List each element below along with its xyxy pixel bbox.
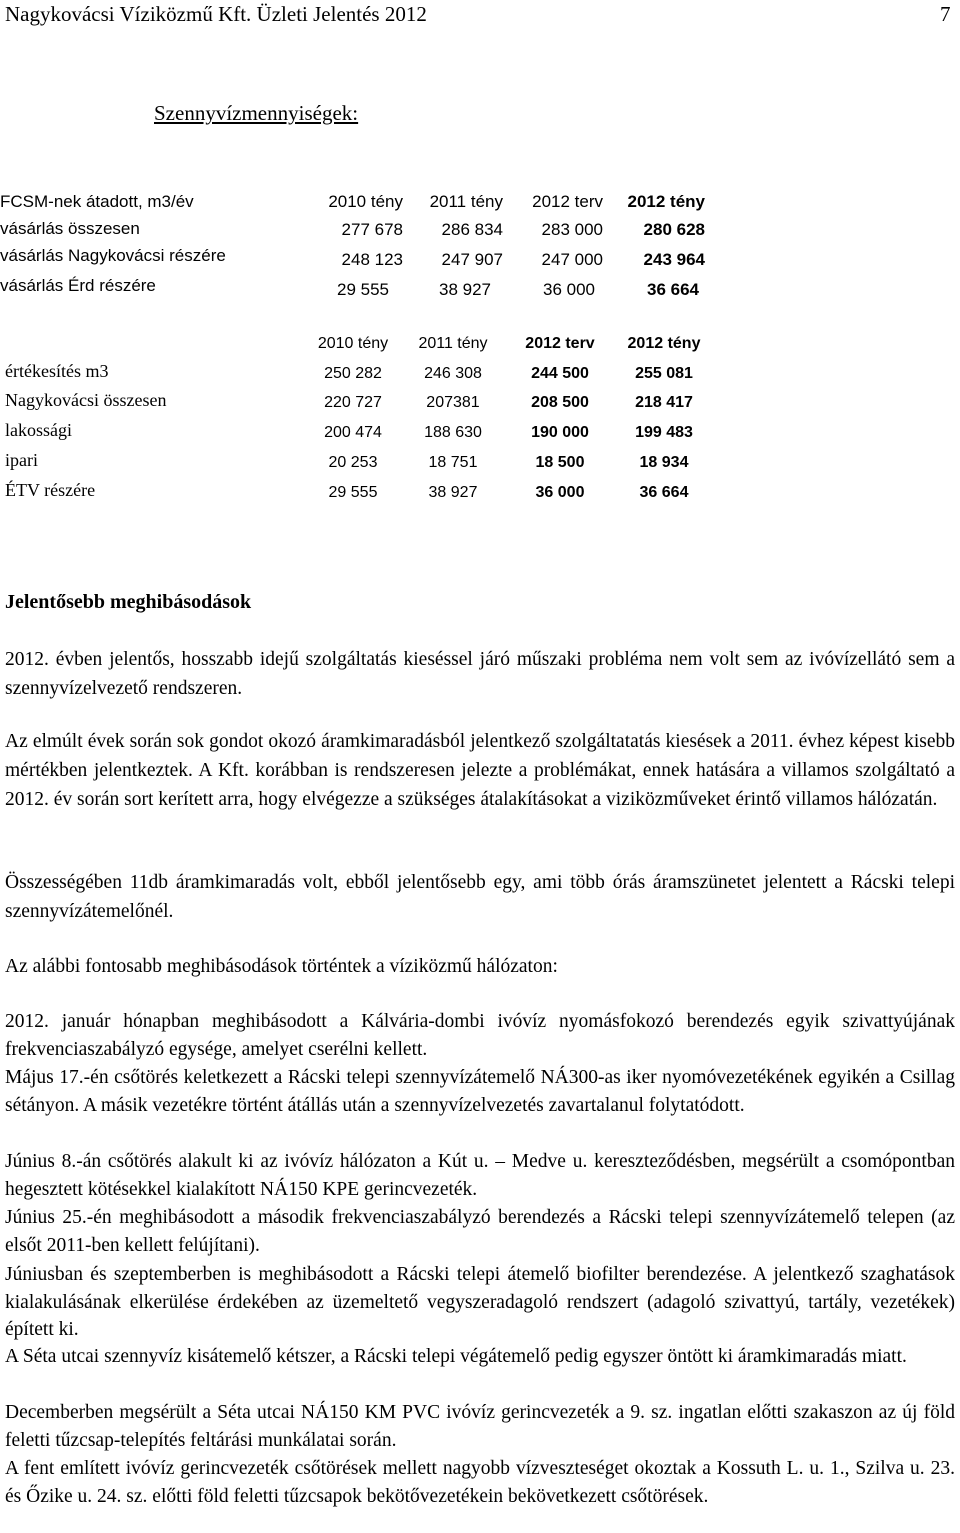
- list-item: Május 17.-én csőtörés keletkezett a Rácski telepi szennyvízátemelő NÁ300-as iker nyomóvezetékének egyikén a Csillag sétányon. A másik vezetékre történt átállás után a szennyvízelvezetés zavartalanul folytatódott.: [5, 1067, 955, 1116]
- table-cell: 38 927: [439, 280, 491, 299]
- row-label: Nagykovácsi összesen: [5, 390, 167, 410]
- table-cell: 38 927: [428, 484, 478, 501]
- row-label: értékesítés m3: [5, 361, 109, 381]
- table-cell: 18 751: [428, 454, 478, 471]
- row-label: vásárlás Nagykovácsi részére: [0, 246, 226, 265]
- table-cell: 247 907: [441, 250, 503, 269]
- table-cell: 208 500: [531, 394, 589, 411]
- column-header: 2012 terv: [532, 192, 603, 211]
- table-cell: 244 500: [531, 365, 589, 382]
- row-label: lakossági: [5, 420, 72, 440]
- row-label: ÉTV részére: [5, 480, 96, 500]
- table-cell: 36 000: [535, 484, 585, 501]
- list-item: Júniusban és szeptemberben is meghibásodott a Rácski telepi átemelő biofilter berendezése. A jelentkező szaghatások kialakulásának elkerülése érdekében az üzemeltető vegyszeradagoló rendszert (adagoló szivattyú, tartály, vezetékek) épített ki.: [5, 1264, 955, 1341]
- column-header: 2012 tény: [627, 192, 705, 211]
- list-item: 2012. január hónapban meghibásodott a Kálvária-dombi ivóvíz nyomásfokozó berendezés egyik szivattyújának frekvenciaszabályzó egysége, amelyet cserélni kellett.: [5, 1011, 955, 1060]
- list-item: Június 25.-én meghibásodott a második frekvenciaszabályzó berendezés a Rácski telepi szennyvízátemelő telepen (az elsőt 2011-ben kellett felújítani).: [5, 1207, 955, 1256]
- table-cell: 283 000: [541, 220, 603, 239]
- table-cell: 36 664: [639, 484, 689, 501]
- list-item: A fent említett ivóvíz gerincvezeték csőtörések mellett nagyobb vízveszteséget okoztak a Kossuth L. u. 1., Szilva u. 23. és Őzike u. 24. sz. előtti föld feletti tűzcsapok bekötővezetékein bekövetkezett csőtörések.: [5, 1458, 955, 1507]
- column-header: 2012 tény: [627, 335, 701, 352]
- row-label: vásárlás Érd részére: [0, 276, 156, 295]
- table-cell: 286 834: [441, 220, 503, 239]
- table-cell: 247 000: [541, 250, 603, 269]
- column-header: 2011 tény: [418, 335, 488, 352]
- column-header: 2012 terv: [525, 335, 595, 352]
- table-cell: 200 474: [324, 424, 382, 441]
- list-item: A Séta utcai szennyvíz kisátemelő kétszer, a Rácski telepi végátemelő pedig egyszer öntött ki áramkimaradás miatt.: [5, 1346, 907, 1367]
- list-item: Június 8.-án csőtörés alakult ki az ivóvíz hálózaton a Kút u. – Medve u. kereszteződésben, megsérült a csomópontban hegesztett kötésekkel kialakított NÁ150 KPE gerincvezeték.: [5, 1151, 955, 1200]
- row-label: ipari: [5, 450, 38, 470]
- table-cell: 29 555: [328, 484, 378, 501]
- row-label: vásárlás összesen: [0, 219, 140, 238]
- table-cell: 199 483: [635, 424, 693, 441]
- table-cell: 220 727: [324, 394, 382, 411]
- list-item: Decemberben megsérült a Séta utcai NÁ150 KM PVC ivóvíz gerincvezeték a 9. sz. ingatlan előtti szakaszon az új föld feletti tűzcsap-telepítés feltárási munkálatai során.: [5, 1402, 955, 1451]
- table-cell: 36 000: [543, 280, 595, 299]
- column-header: 2011 tény: [429, 192, 503, 211]
- section-title: Szennyvízmennyiségek:: [154, 101, 359, 125]
- column-header: 2010 tény: [328, 192, 403, 211]
- column-header: 2010 tény: [317, 335, 389, 352]
- page-number: 7: [940, 2, 951, 26]
- table-cell: 20 253: [328, 454, 378, 471]
- paragraph: Összességében 11db áramkimaradás volt, ebből jelentősebb egy, ami több órás áramszünetet jelentett a Rácski telepi szennyvízátemelőnél.: [5, 872, 955, 922]
- faults-heading: Jelentősebb meghibásodások: [5, 591, 252, 613]
- document-header-title: Nagykovácsi Víziközmű Kft. Üzleti Jelentés 2012: [5, 2, 427, 26]
- table-cell: 280 628: [643, 220, 705, 239]
- table-cell: 218 417: [635, 394, 693, 411]
- table-cell: 246 308: [424, 365, 482, 382]
- table-cell: 188 630: [424, 424, 482, 441]
- table-cell: 248 123: [341, 250, 403, 269]
- table-cell: 277 678: [341, 220, 403, 239]
- table-cell: 18 500: [535, 454, 585, 471]
- table-cell: 18 934: [639, 454, 689, 471]
- table-cell: 207381: [426, 394, 480, 411]
- table-header-label: FCSM-nek átadott, m3/év: [0, 192, 194, 211]
- table-cell: 243 964: [643, 250, 705, 269]
- paragraph: 2012. évben jelentős, hosszabb idejű szolgáltatás kieséssel járó műszaki probléma nem volt sem az ivóvízellátó sem a szennyvízelvezető rendszeren.: [5, 649, 955, 699]
- paragraph: Az alábbi fontosabb meghibásodások történtek a víziközmű hálózaton:: [5, 956, 558, 977]
- table-cell: 190 000: [531, 424, 589, 441]
- table-cell: 29 555: [337, 280, 389, 299]
- table-cell: 36 664: [647, 280, 699, 299]
- table-cell: 255 081: [635, 365, 693, 382]
- table-cell: 250 282: [324, 365, 382, 382]
- paragraph: Az elmúlt évek során sok gondot okozó áramkimaradásból jelentkező szolgáltatatás kiesések a 2011. évhez képest kisebb mértékben jelentkeztek. A Kft. korábban is rendszeresen jelezte a problémákat, ennek hatására a villamos szolgáltató a 2012. év során sort kerített arra, hogy elvégezze a szükséges átalakításokat a viziközműveket érintő villamos hálózatán.: [5, 731, 955, 810]
